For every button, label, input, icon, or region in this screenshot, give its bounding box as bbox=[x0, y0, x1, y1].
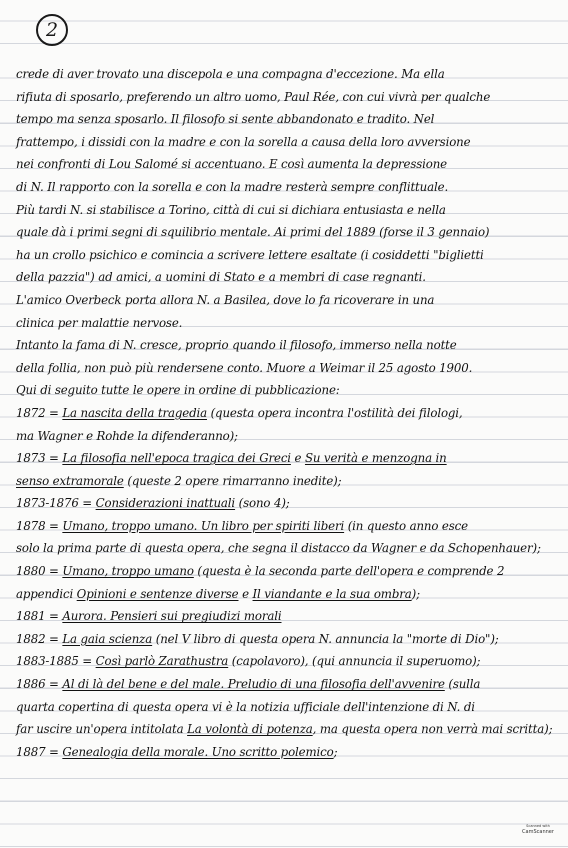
text-segment: ha un crollo psichico e comincia a scrivere lettere esaltate (i cosiddetti "biglietti bbox=[16, 247, 484, 262]
logo-line1: Scanned with bbox=[526, 824, 550, 828]
text-segment: tempo ma senza sposarlo. Il filosofo si sente abbandonato e tradito. Nel bbox=[16, 112, 435, 127]
underlined-title: Così parlò Zarathustra bbox=[95, 654, 229, 669]
text-segment: rifiuta di sposarlo, preferendo un altro uomo, Paul Rée, con cui vivrà per qualche bbox=[16, 89, 491, 104]
text-segment: Più tardi N. si stabilisce a Torino, città di cui si dichiara entusiasta e nella bbox=[16, 202, 446, 217]
text-segment: (queste 2 opere rimarranno inedite); bbox=[123, 473, 342, 488]
text-segment: 1887 = bbox=[16, 744, 63, 759]
handwritten-text-block bbox=[16, 63, 562, 763]
text-segment: frattempo, i dissidi con la madre e con la sorella a causa della loro avversione bbox=[16, 134, 471, 149]
text-segment: ); bbox=[411, 586, 420, 601]
underlined-title: La filosofia nell'epoca tragica dei Greci bbox=[62, 451, 291, 466]
underlined-title: Opinioni e sentenze diverse bbox=[76, 586, 239, 601]
text-line bbox=[16, 741, 562, 764]
text-line bbox=[16, 131, 562, 154]
text-line bbox=[16, 334, 562, 357]
text-segment: (nel V libro di questa opera N. annuncia la "morte di Dio"); bbox=[152, 631, 499, 646]
text-line bbox=[16, 718, 562, 741]
text-segment: della follia, non può più rendersene conto. Muore a Weimar il 25 agosto 1900. bbox=[16, 360, 473, 375]
text-segment: 1881 = bbox=[16, 609, 63, 624]
text-segment: (in questo anno esce bbox=[344, 518, 468, 533]
text-segment: Intanto la fama di N. cresce, proprio quando il filosofo, immerso nella notte bbox=[16, 338, 457, 353]
text-segment: 1882 = bbox=[16, 631, 63, 646]
text-segment: e bbox=[290, 451, 305, 466]
text-line bbox=[16, 402, 562, 425]
text-segment: (sono 4); bbox=[235, 496, 290, 511]
text-line bbox=[16, 537, 562, 560]
text-segment: Qui di seguito tutte le opere in ordine di pubblicazione: bbox=[16, 383, 340, 398]
text-segment: 1886 = bbox=[16, 677, 63, 692]
text-segment: solo la prima parte di questa opera, che segna il distacco da Wagner e da Schopenhauer); bbox=[16, 541, 541, 556]
text-line bbox=[16, 244, 562, 267]
text-segment: 1878 = bbox=[16, 518, 63, 533]
underlined-title: Aurora. Pensieri sui pregiudizi morali bbox=[62, 609, 282, 624]
text-line bbox=[16, 379, 562, 402]
text-line bbox=[16, 673, 562, 696]
text-line bbox=[16, 289, 562, 312]
text-line bbox=[16, 447, 562, 470]
underlined-title: Umano, troppo umano bbox=[62, 564, 194, 579]
text-segment: L'amico Overbeck porta allora N. a Basilea, dove lo fa ricoverare in una bbox=[16, 292, 435, 307]
logo-line2: CamScanner bbox=[522, 829, 554, 835]
underlined-title: Il viandante e la sua ombra bbox=[252, 586, 412, 601]
text-segment: (capolavoro), (qui annuncia il superuomo); bbox=[228, 654, 481, 669]
text-line bbox=[16, 312, 562, 335]
text-segment: 1873-1876 = bbox=[16, 496, 96, 511]
text-segment: 1872 = bbox=[16, 405, 63, 420]
underlined-title: senso extramorale bbox=[16, 473, 124, 488]
underlined-title: Al di là del bene e del male. Preludio di una filosofia dell'avvenire bbox=[62, 677, 445, 692]
text-line bbox=[16, 492, 562, 515]
page-number bbox=[36, 14, 68, 46]
underlined-title: Su verità e menzogna in bbox=[304, 451, 447, 466]
text-line bbox=[16, 176, 562, 199]
text-line bbox=[16, 108, 562, 131]
text-line bbox=[16, 425, 562, 448]
text-segment: ma Wagner e Rohde la difenderanno); bbox=[16, 428, 238, 443]
text-line bbox=[16, 470, 562, 493]
text-segment: (questa è la seconda parte dell'opera e comprende 2 bbox=[193, 564, 505, 579]
page-number-text: 2 bbox=[45, 19, 59, 41]
text-segment: di N. Il rapporto con la sorella e con la madre resterà sempre conflittuale. bbox=[16, 179, 449, 194]
underlined-title: Considerazioni inattuali bbox=[95, 496, 236, 511]
text-segment: clinica per malattie nervose. bbox=[16, 315, 183, 330]
text-line bbox=[16, 266, 562, 289]
text-line bbox=[16, 63, 562, 86]
text-segment: crede di aver trovato una discepola e una compagna d'eccezione. Ma ella bbox=[16, 67, 445, 81]
text-line bbox=[16, 199, 562, 222]
text-line bbox=[16, 560, 562, 583]
text-line bbox=[16, 628, 562, 651]
underlined-title: La gaia scienza bbox=[62, 631, 153, 646]
text-segment: nei confronti di Lou Salomé si accentuano. E così aumenta la depressione bbox=[16, 157, 448, 172]
text-segment: della pazzia") ad amici, a uomini di Stato e a membri di case regnanti. bbox=[16, 270, 426, 285]
text-segment: ; bbox=[333, 744, 338, 759]
text-line bbox=[16, 86, 562, 109]
underlined-title: Umano, troppo umano. Un libro per spiriti liberi bbox=[62, 518, 345, 533]
text-line bbox=[16, 221, 562, 244]
text-segment: (questa opera incontra l'ostilità dei filologi, bbox=[206, 405, 463, 420]
text-segment: 1880 = bbox=[16, 564, 63, 579]
text-segment: 1883-1885 = bbox=[16, 654, 96, 669]
text-segment: quarta copertina di questa opera vi è la notizia ufficiale dell'intenzione di N. di bbox=[16, 699, 475, 714]
text-segment: 1873 = bbox=[16, 451, 63, 466]
camscanner-logo bbox=[516, 824, 560, 838]
underlined-title: La volontà di potenza bbox=[187, 722, 313, 737]
text-segment: far uscire un'opera intitolata bbox=[16, 722, 188, 737]
text-segment: quale dà i primi segni di squilibrio mentale. Ai primi del 1889 (forse il 3 gennaio) bbox=[16, 225, 490, 240]
text-segment: , ma questa opera non verrà mai scritta); bbox=[312, 722, 553, 737]
text-segment: (sulla bbox=[444, 677, 481, 692]
underlined-title: Genealogia della morale. Uno scritto polemico bbox=[62, 744, 334, 759]
underlined-title: La nascita della tragedia bbox=[62, 405, 207, 420]
text-line bbox=[16, 605, 562, 628]
text-line bbox=[16, 650, 562, 673]
text-segment: e bbox=[238, 586, 253, 601]
text-segment: appendici bbox=[16, 586, 77, 601]
text-line bbox=[16, 357, 562, 380]
text-line bbox=[16, 515, 562, 538]
text-line bbox=[16, 153, 562, 176]
text-line bbox=[16, 696, 562, 719]
text-line bbox=[16, 583, 562, 606]
